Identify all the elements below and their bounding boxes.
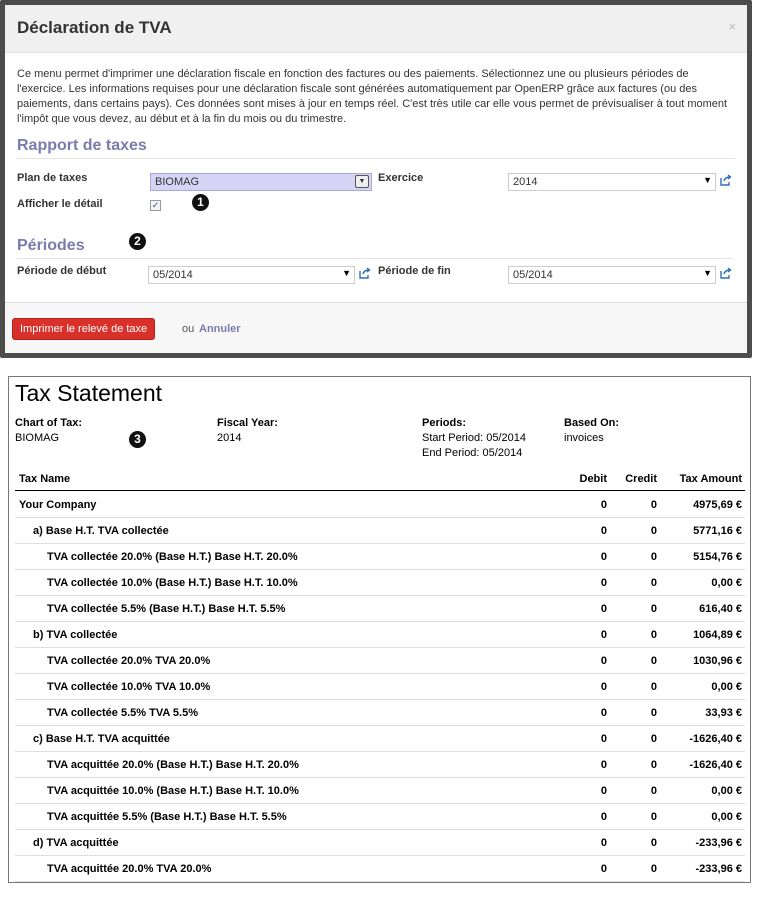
fiscal-year-value: 2014 <box>217 432 242 444</box>
print-tax-statement-button[interactable]: Imprimer le relevé de taxe <box>12 318 155 340</box>
chart-of-tax-value: BIOMAG <box>15 432 60 444</box>
debit-cell: 0 <box>600 525 607 537</box>
fiscal-year-label: Fiscal Year: <box>217 417 278 429</box>
tax-amount-cell: 0,00 € <box>711 811 742 823</box>
table-row <box>15 752 745 778</box>
credit-cell: 0 <box>650 603 657 615</box>
fiscal-year-value: 2014 <box>513 176 538 188</box>
tax-table-body <box>15 492 745 882</box>
debit-cell: 0 <box>600 785 607 797</box>
tax-name-cell: a) Base H.T. TVA collectée <box>33 525 169 537</box>
credit-cell: 0 <box>650 551 657 563</box>
based-on-value: invoices <box>564 432 604 444</box>
credit-cell: 0 <box>650 733 657 745</box>
tax-name-cell: TVA collectée 5.5% TVA 5.5% <box>47 707 199 719</box>
show-detail-checkbox[interactable]: ✓ <box>151 200 160 210</box>
credit-cell: 0 <box>650 759 657 771</box>
col-tax-amount: Tax Amount <box>679 473 742 485</box>
tax-amount-cell: 1064,89 € <box>693 629 742 641</box>
tax-plan-value: BIOMAG <box>155 176 200 188</box>
tax-name-cell: TVA acquittée 20.0% (Base H.T.) Base H.T. 20.0% <box>47 759 299 771</box>
chevron-down-icon: ▼ <box>703 175 712 185</box>
debit-cell: 0 <box>600 499 607 511</box>
start-period-value: 05/2014 <box>153 269 193 281</box>
tax-amount-cell: -233,96 € <box>695 837 742 849</box>
dialog-description: Ce menu permet d'imprimer une déclaration fiscale en fonction des factures ou des paiements. Sélectionnez une ou plusieurs périodes de l'exercice. Les informations requises pour une déclaration fiscale sont générées automatiquement par OpenERP grâce aux factures (ou des paiements, dans certains pays). Ces données sont mises à jour en temps réel. C'est très utile car elle vous permet de prévisualiser à tout moment l'impôt que vous devez, au début et à la fin du mois ou du trimestre. <box>17 68 728 125</box>
table-row <box>15 778 745 804</box>
chevron-down-icon: ▼ <box>703 268 712 278</box>
tax-amount-cell: 33,93 € <box>705 707 742 719</box>
table-row <box>15 830 745 856</box>
tax-amount-cell: 0,00 € <box>711 785 742 797</box>
tax-name-cell: TVA collectée 5.5% (Base H.T.) Base H.T. 5.5% <box>47 603 286 615</box>
tax-name-cell: TVA collectée 20.0% (Base H.T.) Base H.T. 20.0% <box>47 551 298 563</box>
start-period-select[interactable] <box>148 266 355 284</box>
end-period-value: 05/2014 <box>513 269 553 281</box>
tax-name-cell: Your Company <box>19 499 97 511</box>
dialog-title: Déclaration de TVA <box>17 18 172 37</box>
credit-cell: 0 <box>650 785 657 797</box>
tax-amount-cell: 5154,76 € <box>693 551 742 563</box>
tax-amount-cell: -233,96 € <box>695 863 742 875</box>
dialog-body <box>5 53 747 307</box>
dialog-footer <box>5 302 747 353</box>
col-debit: Debit <box>579 473 607 485</box>
label-start-period: Période de début <box>17 265 107 277</box>
table-row <box>15 570 745 596</box>
section-periods: Périodes <box>17 237 733 259</box>
col-credit: Credit <box>625 473 657 485</box>
tax-name-cell: TVA collectée 10.0% (Base H.T.) Base H.T. 10.0% <box>47 577 298 589</box>
tax-amount-cell: 1030,96 € <box>693 655 742 667</box>
debit-cell: 0 <box>600 863 607 875</box>
debit-cell: 0 <box>600 603 607 615</box>
table-header <box>15 473 745 491</box>
credit-cell: 0 <box>650 499 657 511</box>
tax-name-cell: c) Base H.T. TVA acquittée <box>33 733 170 745</box>
tax-amount-cell: 0,00 € <box>711 577 742 589</box>
table-row <box>15 492 745 518</box>
table-row <box>15 596 745 622</box>
tax-amount-cell: 616,40 € <box>699 603 742 615</box>
tax-amount-cell: -1626,40 € <box>689 759 742 771</box>
credit-cell: 0 <box>650 811 657 823</box>
tax-amount-cell: 4975,69 € <box>693 499 742 511</box>
chart-of-tax-label: Chart of Tax: <box>15 417 83 429</box>
table-row <box>15 518 745 544</box>
tax-name-cell: TVA collectée 20.0% TVA 20.0% <box>47 655 211 667</box>
start-period-text: Start Period: 05/2014 <box>422 432 526 444</box>
close-icon[interactable]: × <box>728 19 736 34</box>
external-link-icon[interactable] <box>720 267 732 279</box>
table-row <box>15 804 745 830</box>
col-tax-name: Tax Name <box>19 473 71 485</box>
callout-badge-1: 1 <box>192 194 209 211</box>
external-link-icon[interactable] <box>359 267 371 279</box>
credit-cell: 0 <box>650 707 657 719</box>
chevron-down-icon[interactable]: ▼ <box>355 175 369 188</box>
external-link-icon[interactable] <box>720 174 732 186</box>
table-row <box>15 674 745 700</box>
tax-amount-cell: 5771,16 € <box>693 525 742 537</box>
based-on-label: Based On: <box>564 417 620 429</box>
debit-cell: 0 <box>600 707 607 719</box>
end-period-text: End Period: 05/2014 <box>422 447 523 459</box>
footer-or-text: ou <box>182 323 195 335</box>
tax-name-cell: TVA acquittée 10.0% (Base H.T.) Base H.T. 10.0% <box>47 785 299 797</box>
tax-amount-cell: 0,00 € <box>711 681 742 693</box>
label-fiscal-year: Exercice <box>378 172 424 184</box>
label-show-detail: Afficher le détail <box>17 198 103 210</box>
debit-cell: 0 <box>600 759 607 771</box>
chevron-down-icon: ▼ <box>342 268 351 278</box>
section-tax-report: Rapport de taxes <box>17 137 735 159</box>
credit-cell: 0 <box>650 655 657 667</box>
label-tax-plan: Plan de taxes <box>17 172 88 184</box>
tax-plan-select[interactable] <box>150 173 372 191</box>
fiscal-year-select[interactable] <box>508 173 716 191</box>
debit-cell: 0 <box>600 577 607 589</box>
debit-cell: 0 <box>600 655 607 667</box>
callout-badge-2: 2 <box>129 233 146 250</box>
credit-cell: 0 <box>650 863 657 875</box>
cancel-link[interactable]: Annuler <box>199 323 241 335</box>
tax-amount-cell: -1626,40 € <box>689 733 742 745</box>
table-row <box>15 544 745 570</box>
end-period-select[interactable] <box>508 266 716 284</box>
dialog-header <box>5 5 747 53</box>
tax-name-cell: TVA acquittée 20.0% TVA 20.0% <box>47 863 212 875</box>
report-title: Tax Statement <box>15 380 163 406</box>
tax-declaration-dialog <box>0 0 752 358</box>
debit-cell: 0 <box>600 811 607 823</box>
callout-badge-3: 3 <box>129 431 146 448</box>
debit-cell: 0 <box>600 733 607 745</box>
debit-cell: 0 <box>600 681 607 693</box>
table-row <box>15 622 745 648</box>
table-row <box>15 856 745 882</box>
periods-label: Periods: <box>422 417 467 429</box>
tax-name-cell: TVA collectée 10.0% TVA 10.0% <box>47 681 211 693</box>
tax-statement-report <box>8 376 751 883</box>
table-row <box>15 648 745 674</box>
credit-cell: 0 <box>650 629 657 641</box>
debit-cell: 0 <box>600 837 607 849</box>
label-end-period: Période de fin <box>378 265 451 277</box>
credit-cell: 0 <box>650 577 657 589</box>
debit-cell: 0 <box>600 551 607 563</box>
tax-name-cell: d) TVA acquittée <box>33 837 119 849</box>
table-row <box>15 726 745 752</box>
credit-cell: 0 <box>650 681 657 693</box>
tax-name-cell: b) TVA collectée <box>33 629 118 641</box>
table-row <box>15 700 745 726</box>
credit-cell: 0 <box>650 837 657 849</box>
tax-name-cell: TVA acquittée 5.5% (Base H.T.) Base H.T. 5.5% <box>47 811 287 823</box>
debit-cell: 0 <box>600 629 607 641</box>
credit-cell: 0 <box>650 525 657 537</box>
